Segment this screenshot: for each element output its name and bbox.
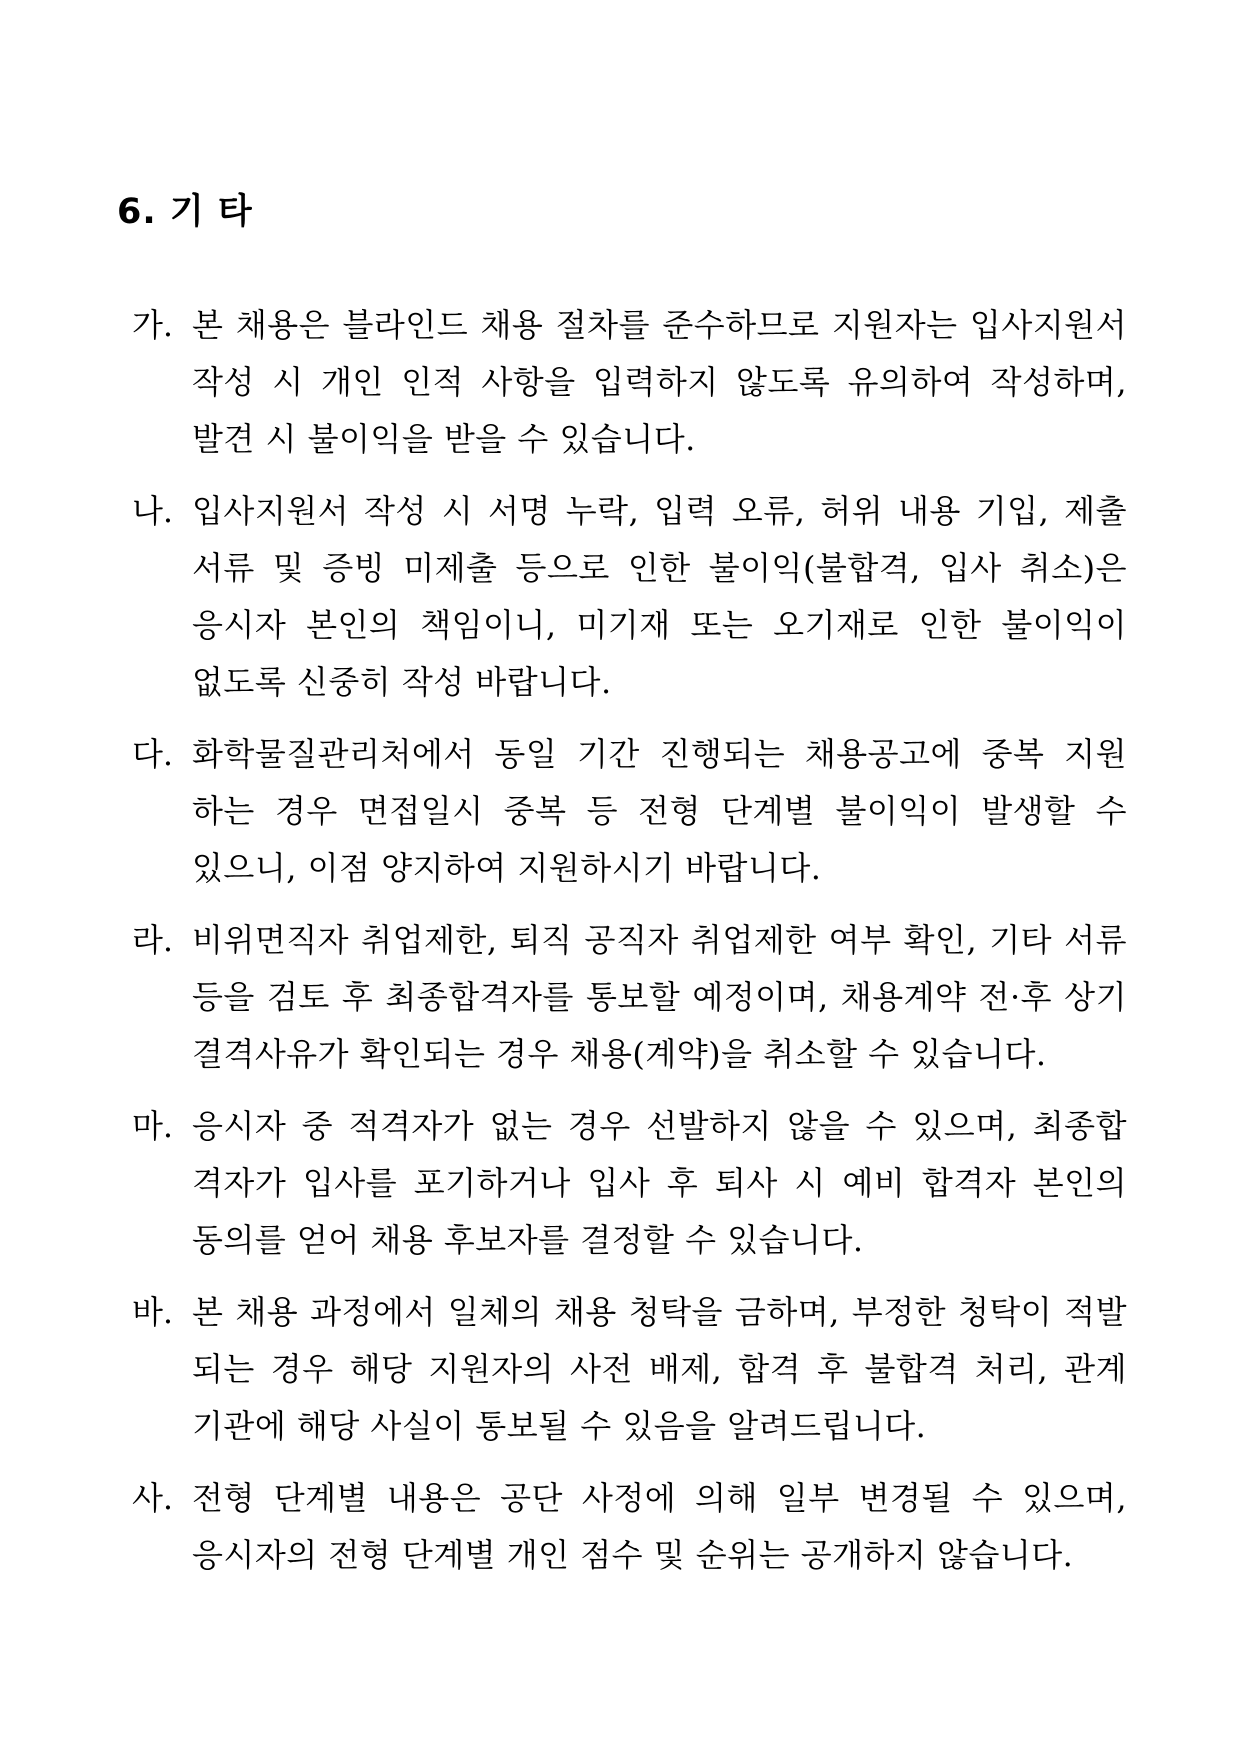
item-marker: 다. (132, 735, 174, 773)
notice-item-ga (132, 297, 1127, 468)
item-text: 전형 단계별 내용은 공단 사정에 의해 일부 변경될 수 있으며, 응시자의 전형 단계별 개인 점수 및 순위는 공개하지 않습니다. (192, 1479, 1127, 1574)
section-title: 6. 기 타 (117, 192, 253, 232)
notice-item-ra (132, 912, 1127, 1083)
item-marker: 마. (132, 1107, 174, 1145)
item-marker: 가. (132, 306, 174, 344)
item-marker: 나. (132, 492, 174, 530)
notice-item-sa (132, 1470, 1127, 1584)
item-text: 입사지원서 작성 시 서명 누락, 입력 오류, 허위 내용 기입, 제출 서류 및 증빙 미제출 등으로 인한 불이익(불합격, 입사 취소)은 응시자 본인의 책임이니, 미기재 또는 오기재로 인한 불이익이 없도록 신중히 작성 바랍니다. (192, 492, 1127, 701)
item-text: 본 채용 과정에서 일체의 채용 청탁을 금하며, 부정한 청탁이 적발 되는 경우 해당 지원자의 사전 배제, 합격 후 불합격 처리, 관계 기관에 해당 사실이 통보될 수 있음을 알려드립니다. (192, 1293, 1127, 1445)
notice-item-na (132, 483, 1127, 711)
notice-item-ba (132, 1284, 1127, 1455)
notice-list (132, 297, 1127, 1599)
item-text: 화학물질관리처에서 동일 기간 진행되는 채용공고에 중복 지원 하는 경우 면접일시 중복 등 전형 단계별 불이익이 발생할 수 있으니, 이점 양지하여 지원하시기 바랍니다. (192, 735, 1127, 887)
item-text: 비위면직자 취업제한, 퇴직 공직자 취업제한 여부 확인, 기타 서류 등을 검토 후 최종합격자를 통보할 예정이며, 채용계약 전·후 상기 결격사유가 확인되는 경우 채용(계약)을 취소할 수 있습니다. (192, 921, 1127, 1073)
item-marker: 사. (132, 1479, 174, 1517)
item-marker: 라. (132, 921, 174, 959)
item-marker: 바. (132, 1293, 174, 1331)
notice-item-ma (132, 1098, 1127, 1269)
item-text: 본 채용은 블라인드 채용 절차를 준수하므로 지원자는 입사지원서 작성 시 개인 인적 사항을 입력하지 않도록 유의하여 작성하며, 발견 시 불이익을 받을 수 있습니다. (192, 306, 1127, 458)
notice-item-da (132, 726, 1127, 897)
item-text: 응시자 중 적격자가 없는 경우 선발하지 않을 수 있으며, 최종합 격자가 입사를 포기하거나 입사 후 퇴사 시 예비 합격자 본인의 동의를 얻어 채용 후보자를 결정할 수 있습니다. (192, 1107, 1127, 1259)
